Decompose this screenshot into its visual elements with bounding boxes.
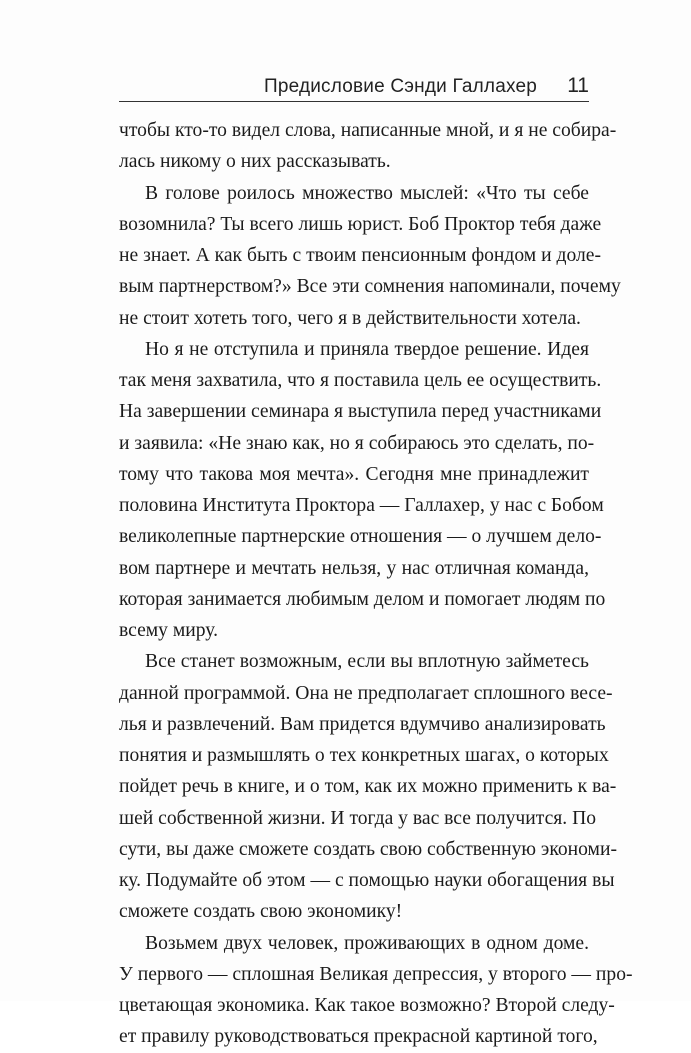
text-line: ет правилу руководствоваться прекрасной картиной того, — [119, 1026, 598, 1048]
text-line: сможете создать свою экономику! — [119, 901, 403, 923]
paragraph-first-line: Все станет возможным, если вы вплотную займетесь — [145, 651, 589, 673]
text-line: понятия и размышлять о тех конкретных шагах, о которых — [119, 745, 609, 766]
text-line: лья и развлечений. Вам придется вдумчиво анализировать — [119, 713, 606, 735]
text-line: которая занимается любимым делом и помогает людям по — [119, 588, 606, 610]
text-line: вым партнерством?» Все эти сомнения напоминали, почему — [119, 276, 621, 298]
text-line: лась никому о них рассказывать. — [119, 151, 391, 173]
text-line: На завершении семинара я выступила перед участниками — [119, 401, 602, 423]
text-line: вом партнере и мечтать нельзя, у нас отличная команда, — [119, 557, 589, 579]
text-line: пойдет речь в книге, и о том, как их можно применить к ва- — [119, 776, 617, 798]
header-rule — [119, 101, 589, 102]
text-line: половина Института Проктора — Галлахер, у нас с Бобом — [119, 495, 604, 516]
body-text — [119, 115, 633, 1053]
text-line: и заявила: «Не знаю как, но я собираюсь это сделать, по- — [119, 432, 595, 454]
text-line: У первого — сплошная Великая депрессия, у второго — про- — [119, 963, 633, 985]
text-line: данной программой. Она не предполагает сплошного весе- — [119, 682, 613, 704]
page-number: 11 — [567, 74, 589, 97]
text-line: так меня захватила, что я поставила цель ее осуществить. — [119, 370, 602, 391]
running-title: Предисловие Сэнди Галлахер — [263, 76, 537, 97]
text-line: возомнила? Ты всего лишь юрист. Боб Проктор тебя даже — [119, 213, 602, 235]
text-line: сути, вы даже сможете создать свою собственную экономи- — [119, 838, 617, 860]
text-line: ку. Подумайте об этом — с помощью науки обогащения вы — [119, 870, 615, 891]
running-header — [119, 74, 589, 100]
text-line: не стоит хотеть того, чего я в действительности хотела. — [119, 307, 581, 329]
text-line: чтобы кто-то видел слова, написанные мной, и я не собира- — [119, 120, 617, 141]
text-line: великолепные партнерские отношения — о лучшем дело- — [119, 526, 602, 548]
paragraph-first-line: В голове роилось множество мыслей: «Что ты себе — [145, 182, 589, 204]
paragraph-first-line: Но я не отступила и приняла твердое решение. Идея — [145, 338, 589, 360]
text-line: цветающая экономика. Как такое возможно? Второй следу- — [119, 995, 615, 1016]
text-line: тому что такова моя мечта». Сегодня мне принадлежит — [119, 463, 589, 485]
text-line: не знает. А как быть с твоим пенсионным фондом и доле- — [119, 245, 601, 266]
text-line: шей собственной жизни. И тогда у вас все получится. По — [119, 807, 597, 829]
paragraph-first-line: Возьмем двух человек, проживающих в одном доме. — [145, 932, 589, 954]
text-line: всему миру. — [119, 620, 219, 641]
